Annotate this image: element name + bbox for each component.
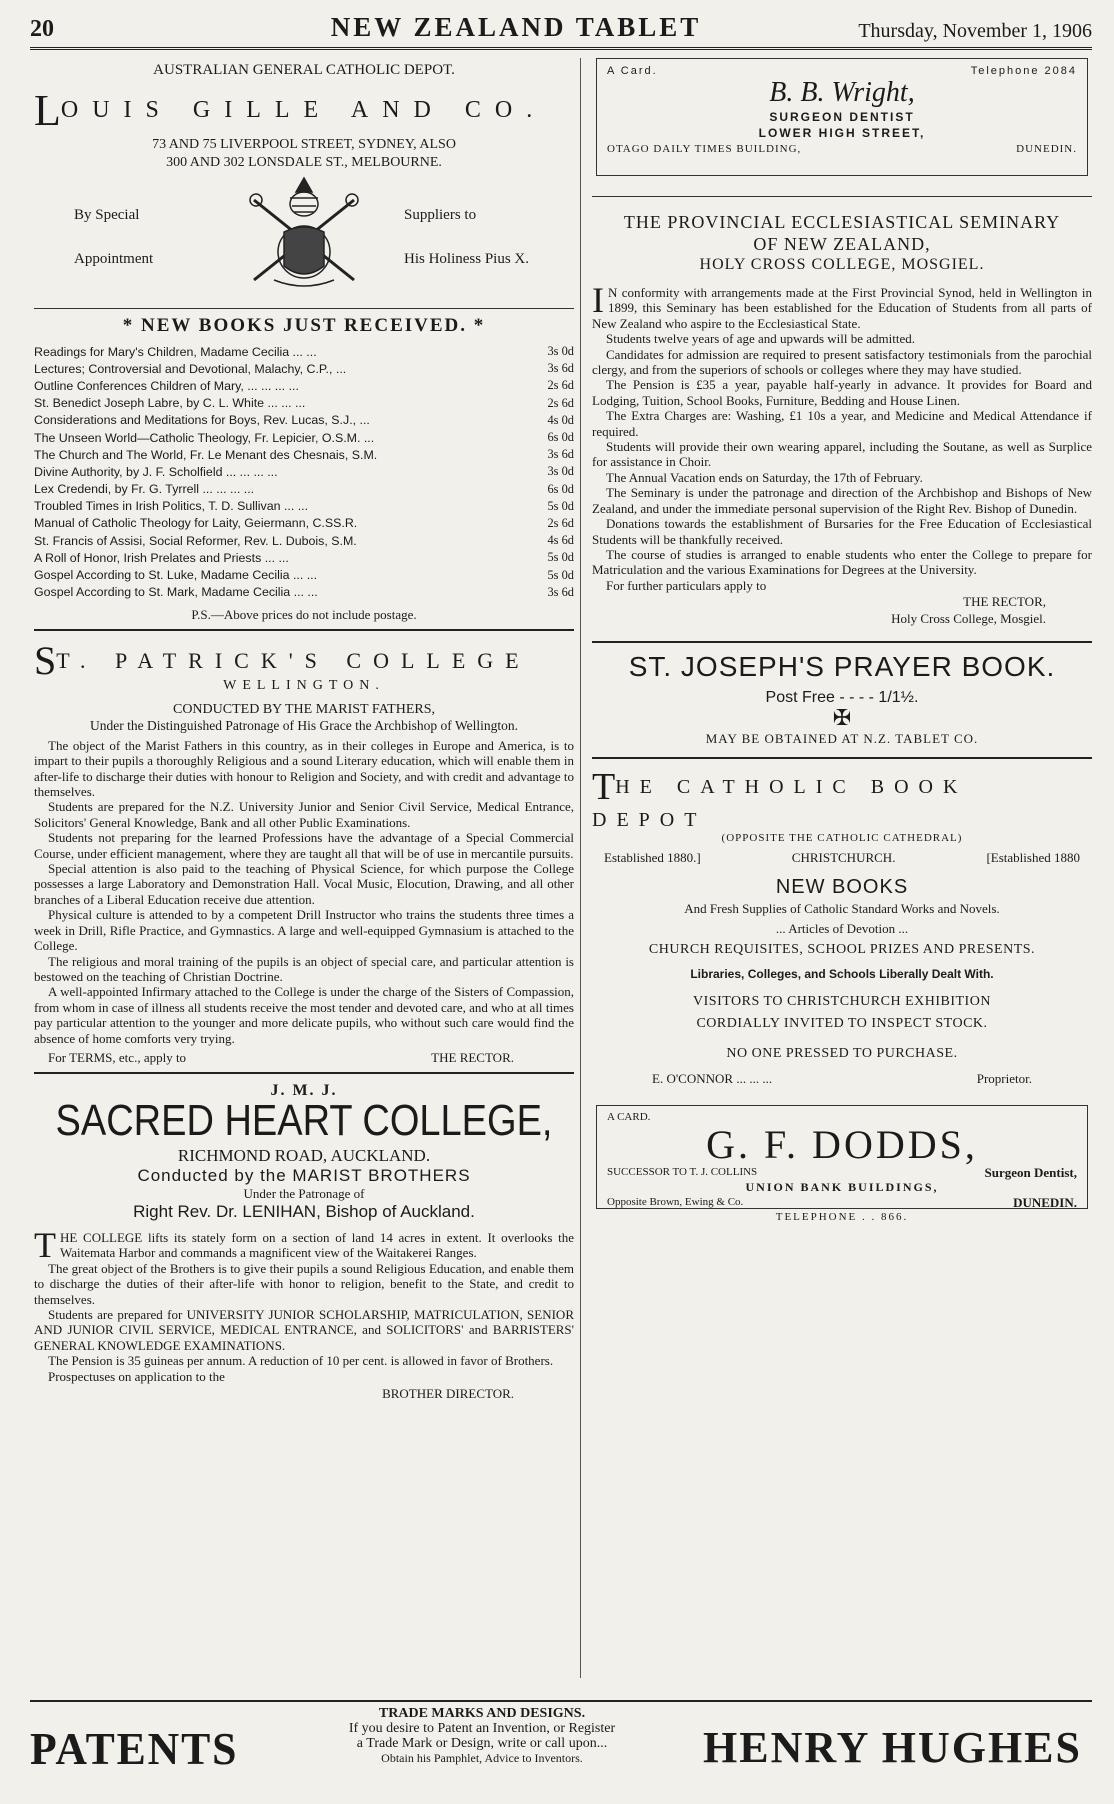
book-row: Divine Authority, by J. F. Scholfield ... ... ... ... 3s 0d (34, 464, 574, 479)
sacred-heart-paragraph: Prospectuses on application to the (48, 1368, 225, 1384)
prayer-book-price: Post Free - - - - 1/1½. (765, 689, 919, 707)
st-patricks-title: ST. PATRICK'S COLLEGE (34, 637, 531, 683)
wright-building: OTAGO DAILY TIMES BUILDING, (607, 143, 802, 155)
sacred-heart-director: BROTHER DIRECTOR. (382, 1386, 514, 1401)
depot-opposite: (OPPOSITE THE CATHOLIC CATHEDRAL) (721, 832, 963, 845)
book-row: Considerations and Meditations for Boys, Rev. Lucas, S.J., ... 4s 0d (34, 412, 574, 428)
depot-devotion: ... Articles of Devotion ... (775, 921, 909, 937)
depot-owner-row: E. O'CONNOR ... ... ... Proprietor. (652, 1071, 1032, 1087)
wright-role: SURGEON DENTIST (769, 110, 915, 124)
column-divider (580, 58, 581, 1678)
st-patricks-advert (34, 637, 574, 1066)
patents-heading: PATENTS (30, 1723, 239, 1774)
st-patricks-paragraph: Students not preparing for the learned Professions have the advantage of a Special Commercial Course, under efficient management, where they are taught all that will be of use in mercantile pursuits. (34, 830, 574, 861)
catholic-book-depot-advert (592, 765, 1092, 1087)
book-row: St. Benedict Joseph Labre, by C. L. White ... ... ... 2s 6d (34, 395, 574, 411)
page-number: 20 (30, 16, 54, 42)
jmj-heading: J. M. J. (270, 1081, 338, 1099)
depot-established-row: Established 1880.] CHRISTCHURCH. [Established 1880 (604, 850, 1080, 866)
book-row: St. Francis of Assisi, Social Reformer, Rev. L. Dubois, S.M. 4s 6d (34, 533, 574, 548)
gille-left-1: By Special (74, 207, 140, 223)
gille-right-2: His Holiness Pius X. (404, 251, 530, 267)
gille-depot-heading: AUSTRALIAN GENERAL CATHOLIC DEPOT. (153, 62, 455, 78)
wright-street: LOWER HIGH STREET, (758, 126, 926, 140)
sacred-heart-paragraph: THE COLLEGE lifts its stately form on a section of land 14 acres in extent. It overlooks the Waitemata Harbor and commands a magnificent view of the Waitakerei Ranges. (34, 1224, 574, 1265)
dodds-name: G. F. DODDS, (706, 1122, 978, 1168)
wright-card (596, 58, 1088, 176)
wright-phone: Telephone 2084 (970, 65, 1077, 77)
st-patricks-paragraph: Physical culture is attended to by a competent Drill Instructor who trains the students three times a week in Drill, Rifle Practice, and Gymnastics. A large and well-equipped Gymnasium is attached to the College. (34, 907, 574, 954)
seminary-paragraph: The Pension is £35 a year, payable half-yearly in advance. It provides for Board and Lodging, Tuition, School Books, Furniture, Bedding and House Linen. (592, 377, 1092, 408)
right-column (592, 58, 1092, 1678)
sacred-heart-conducted: Conducted by the MARIST BROTHERS (137, 1165, 471, 1185)
gille-name-rest: OUIS GILLE AND CO. (60, 97, 547, 123)
prayer-book-title: ST. JOSEPH'S PRAYER BOOK. (628, 651, 1056, 683)
book-row: The Church and The World, Fr. Le Menant des Chesnais, S.M. 3s 6d (34, 447, 574, 462)
book-row: The Unseen World—Catholic Theology, Fr. Lepicier, O.S.M. ... 6s 0d (34, 430, 574, 445)
depot-libraries: Libraries, Colleges, and Schools Liberally Dealt With. (690, 967, 994, 982)
papal-crest-icon (234, 170, 374, 305)
gille-right-1: Suppliers to (404, 207, 477, 223)
gille-right-text (404, 193, 534, 281)
gille-address-1: 73 AND 75 LIVERPOOL STREET, SYDNEY, ALSO (152, 137, 456, 152)
dodds-card-label: A CARD. (607, 1111, 651, 1124)
page-header (30, 6, 1092, 50)
book-row: Troubled Times in Irish Politics, T. D. Sullivan ... ... 5s 0d (34, 498, 574, 514)
book-row: Lectures; Controversial and Devotional, Malachy, C.P., ... 3s 6d (34, 361, 574, 376)
dodds-building: UNION BANK BUILDINGS, (745, 1180, 939, 1195)
gille-crest-row (34, 172, 574, 302)
seminary-heading: THE PROVINCIAL ECCLESIASTICAL SEMINARY (623, 212, 1061, 232)
sacred-heart-paragraph: The Pension is 35 guineas per annum. A reduction of 10 per cent. is allowed in favor of Brothers. (48, 1353, 554, 1369)
sacred-heart-bishop: Right Rev. Dr. LENIHAN, Bishop of Auckland. (133, 1201, 475, 1221)
seminary-paragraph: Students will provide their own wearing apparel, including the Soutane, as well as Surplice for assistance in Choir. (592, 439, 1092, 470)
wright-name: B. B. Wright, (769, 77, 915, 108)
wright-city: DUNEDIN. (1016, 143, 1077, 155)
dodds-successor: SUCCESSOR TO T. J. COLLINS (607, 1166, 758, 1179)
gille-left-text (74, 193, 204, 281)
gille-name (34, 85, 574, 136)
book-row: Gospel According to St. Mark, Madame Cecilia ... ... 3s 6d (34, 584, 574, 600)
depot-fresh-supplies: And Fresh Supplies of Catholic Standard Works and Novels. (684, 901, 1000, 917)
st-patricks-conducted: CONDUCTED BY THE MARIST FATHERS, (172, 701, 435, 717)
seminary-paragraph: The course of studies is arranged to enable students who enter the College to prepare for Matriculation and the various Examinations for Degrees at the University. (592, 546, 1092, 578)
book-row: A Roll of Honor, Irish Prelates and Priests ... ... 5s 0d (34, 550, 574, 565)
seminary-paragraph: Donations towards the establishment of Bursaries for the Free Education of Ecclesiastical Students will be thankfully received. (592, 516, 1092, 547)
wright-card-label: A Card. (607, 65, 658, 77)
st-patricks-subtitle: WELLINGTON. (223, 677, 385, 693)
seminary-paragraph: For further particulars apply to (606, 577, 767, 593)
dodds-phone: TELEPHONE . . 866. (775, 1211, 909, 1224)
postage-note: P.S.—Above prices do not include postage. (191, 606, 417, 622)
left-column (34, 58, 574, 1678)
cross-icon: ✠ (832, 705, 852, 731)
seminary-paragraph: The Annual Vacation ends on Saturday, the 17th of February. (606, 469, 923, 485)
seminary-advert (592, 211, 1092, 627)
book-row: Outline Conferences Children of Mary, ... ... ... ... 2s 6d (34, 378, 574, 393)
seminary-rector: THE RECTOR, (963, 594, 1046, 610)
st-patricks-patronage: Under the Distinguished Patronage of His Grace the Archbishop of Wellington. (90, 717, 518, 733)
book-list (34, 343, 574, 601)
bottom-adverts (30, 1700, 1092, 1804)
book-row: Manual of Catholic Theology for Laity, Geiermann, C.SS.R. 2s 6d (34, 515, 574, 531)
st-patricks-paragraph: A well-appointed Infirmary attached to the College is under the charge of the Sisters of Compassion, from whom in case of illness all students receive the most tender and devoted care, and who at all times pay particular attention to the younger and more delicate pupils, who without such care would find the absence of home comforts very trying. (34, 984, 574, 1046)
st-patricks-paragraph: Special attention is also paid to the teaching of Physical Science, for which purpose the College possesses a large Laboratory and Demonstration Hall. Vocal Music, Elocution, Drawing, and all other branches of a Liberal Education receive due attention. (34, 861, 574, 907)
depot-visitors: VISITORS TO CHRISTCHURCH EXHIBITION (693, 994, 991, 1010)
henry-hughes-name: HENRY HUGHES (703, 1723, 1082, 1772)
gille-name-initial: L (34, 86, 61, 135)
book-row: Readings for Mary's Children, Madame Cecilia ... ... 3s 0d (34, 344, 574, 359)
dodds-card (596, 1105, 1088, 1224)
dodds-role: Surgeon Dentist, (984, 1165, 1077, 1181)
sacred-heart-advert (34, 1082, 574, 1402)
depot-title: THE CATHOLIC BOOK DEPOT (592, 766, 968, 832)
depot-no-pressure: NO ONE PRESSED TO PURCHASE. (726, 1046, 958, 1062)
st-patricks-paragraph: Students are prepared for the N.Z. University Junior and Senior Civil Service, Medical Entrance, Solicitors' General Knowledge, Bank and all other Public Examinations. (34, 799, 574, 830)
masthead-title: NEW ZEALAND TABLET (330, 12, 702, 42)
seminary-paragraph: The Seminary is under the patronage and direction of the Archbishop and Bishops of New Zealand, and under the immediate personal supervision of the Right Rev. Bishop of Dunedin. (592, 485, 1092, 516)
sacred-heart-title: SACRED HEART COLLEGE, (55, 1096, 553, 1146)
gille-address-2: 300 AND 302 LONSDALE ST., MELBOURNE. (166, 155, 442, 170)
dodds-opposite: Opposite Brown, Ewing & Co. (607, 1196, 744, 1209)
sacred-heart-paragraph: The great object of the Brothers is to give their pupils a sound Religious Education, and enable them to discharge the duties of their after-life with honor to religion, benefit to the State, and credit to themselves. (34, 1260, 574, 1307)
sacred-heart-paragraph: Students are prepared for UNIVERSITY JUNIOR SCHOLARSHIP, MATRICULATION, SENIOR AND JUNIOR CIVIL SERVICE, MEDICAL ENTRANCE, and SOLICITORS' and BARRISTERS' GENERAL KNOWLEDGE EXAMINATIONS. (34, 1306, 574, 1353)
st-patricks-paragraph: The religious and moral training of the pupils is an object of special care, and particular attention is bestowed on the teaching of Christian Doctrine. (34, 953, 574, 984)
gille-left-2: Appointment (74, 251, 154, 267)
prayer-book-advert (592, 651, 1092, 747)
book-row: Gospel According to St. Luke, Madame Cecilia ... ... 5s 0d (34, 567, 574, 583)
depot-requisites: CHURCH REQUISITES, SCHOOL PRIZES AND PRESENTS. (648, 942, 1036, 958)
issue-date: Thursday, November 1, 1906 (858, 20, 1092, 42)
depot-new-books: NEW BOOKS (775, 876, 909, 899)
gille-advert (34, 62, 574, 623)
prayer-book-obtain: MAY BE OBTAINED AT N.Z. TABLET CO. (705, 731, 979, 747)
sacred-heart-patronage: Under the Patronage of (243, 1185, 365, 1201)
seminary-college: Holy Cross College, Mosgiel. (891, 611, 1046, 627)
seminary-paragraph: I N conformity with arrangements made at the First Provincial Synod, held in Wellington in 1899, this Seminary has been established for the Education of Students from all parts of New Zealand who aspire to the Ecclesiastical State. (592, 280, 1092, 331)
books-heading: * NEW BOOKS JUST RECEIVED. * (122, 315, 486, 336)
sacred-heart-address: RICHMOND ROAD, AUCKLAND. (177, 1145, 431, 1165)
seminary-heading-2: OF NEW ZEALAND, (753, 234, 931, 254)
seminary-paragraph: The Extra Charges are: Washing, £1 10s a year, and Medicine and Medical Attendance if required. (592, 408, 1092, 439)
depot-invited: CORDIALLY INVITED TO INSPECT STOCK. (696, 1016, 988, 1032)
st-patricks-terms: For TERMS, etc., apply to THE RECTOR. (48, 1049, 514, 1065)
trade-marks-text: TRADE MARKS AND DESIGNS. If you desire to Patent an Invention, or Register a Trade Mark or Design, write or call upon... Obtain his Pamphlet, Advice to Inventors. (348, 1706, 616, 1765)
dodds-city: DUNEDIN. (1013, 1195, 1077, 1211)
seminary-paragraph: Students twelve years of age and upwards will be admitted. (606, 331, 916, 347)
st-patricks-paragraph: The object of the Marist Fathers in this country, as in their colleges in Europe and America, is to impart to their pupils a thoroughly Religious and a sound Literary education, which will enable them in after-life to discharge their duties with honour to Religion and Society, and with credit and advantage to themselves. (34, 737, 574, 800)
seminary-heading-3: HOLY CROSS COLLEGE, MOSGIEL. (699, 256, 985, 273)
book-row: Lex Credendi, by Fr. G. Tyrrell ... ... ... ... 6s 0d (34, 481, 574, 497)
seminary-paragraph: Candidates for admission are required to present satisfactory testimonials from the parochial clergy, and from the superiors of schools or colleges where they may have studied. (592, 346, 1092, 378)
